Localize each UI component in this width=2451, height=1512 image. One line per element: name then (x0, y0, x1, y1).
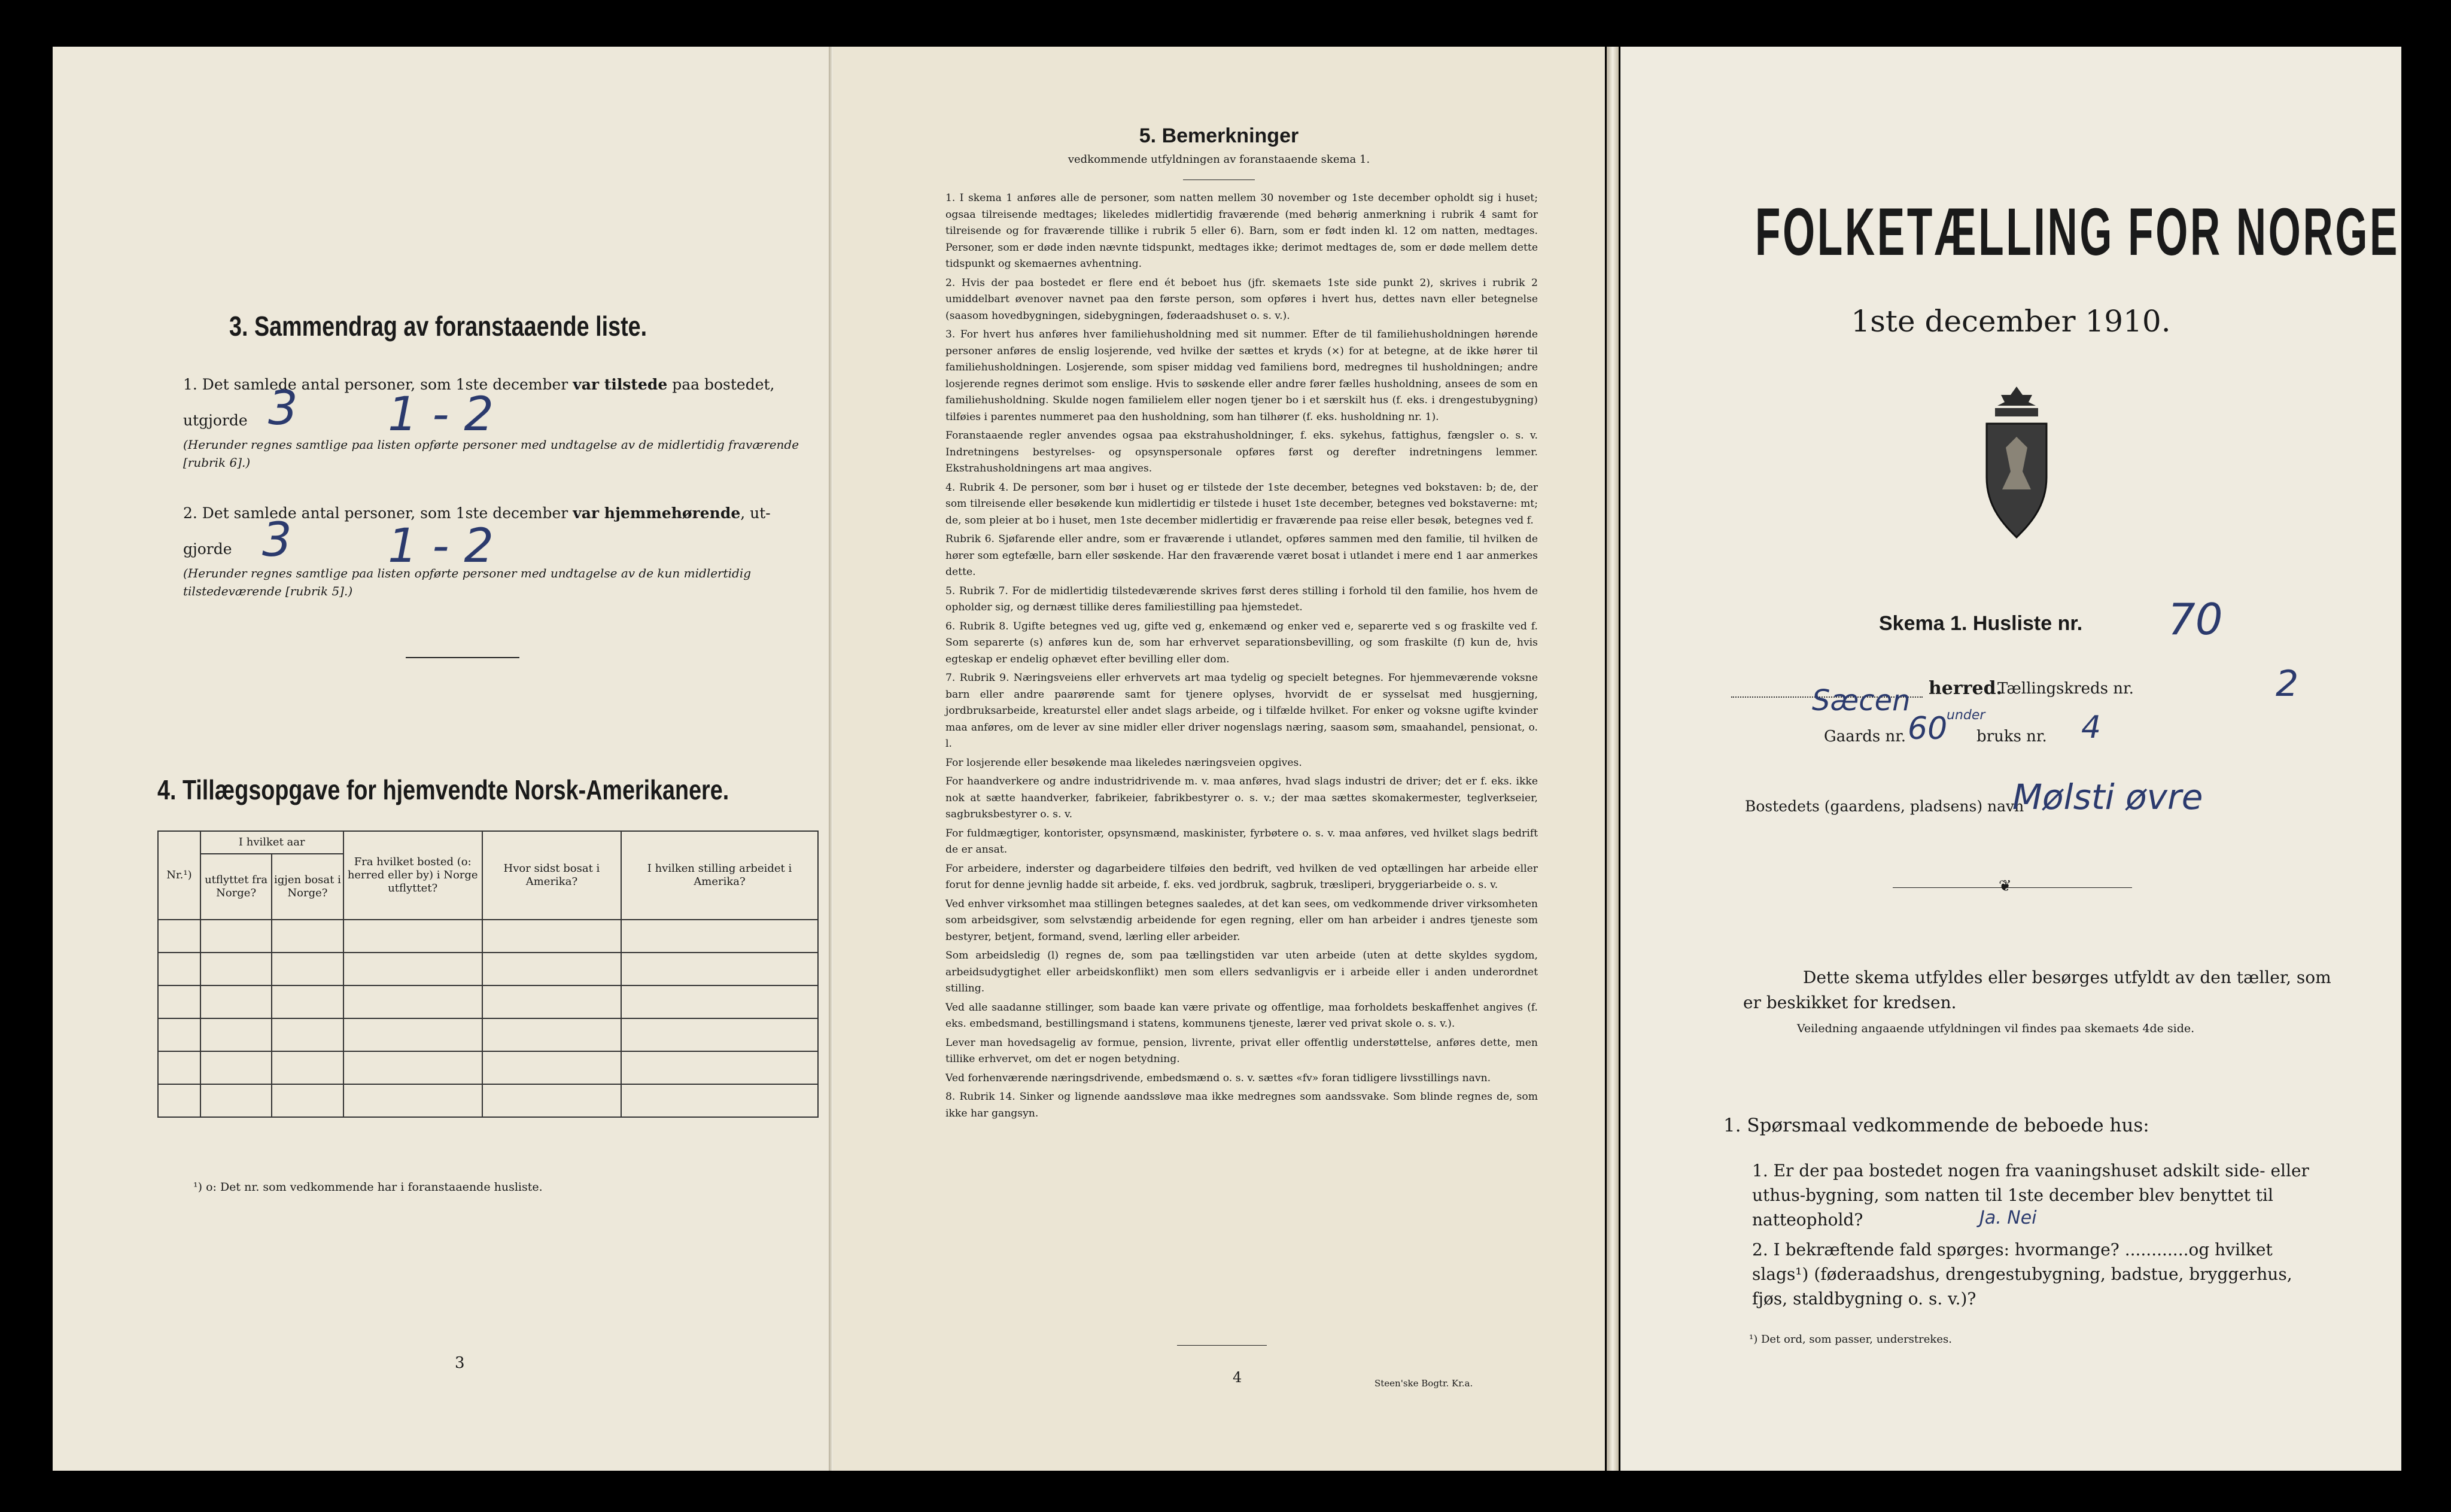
remark-paragraph: 5. Rubrik 7. For de midlertidig tilstedeværende skrives først deres stilling i forhold til den familie, hos hvem de opholder sig, og dernæst tillike deres familiestilling paa hjemstedet. (945, 585, 1538, 613)
th-stilling: I hvilken stilling arbeidet i Amerika? (621, 831, 818, 920)
th-nr: Nr.¹) (158, 831, 200, 920)
item-1: 1. Det samlede antal personer, som 1ste december var tilstede paa bostedet, (183, 376, 775, 393)
page-fold-right (1607, 47, 1619, 1471)
bosted-label: Bostedets (gaardens, pladsens) navn (1745, 798, 2024, 815)
remark-paragraph: 4. Rubrik 4. De personer, som bør i huset og er tilstede der 1ste december, betegnes ved bokstaven: b; de, der som tilreisende eller besøkende kun midlertidig er tilstede i huset 1ste december, betegnes ved bokstaverne: mt; de, som pleier at bo i huset, men 1ste december midlertidig er fraværende paa reise eller besøk, betegnes ved f. (945, 481, 1538, 527)
section-3-title: 3. Sammendrag av foranstaaende liste. (229, 311, 647, 342)
remarks-body (945, 190, 1538, 1124)
remark-paragraph: Ved alle saadanne stillinger, som baade kan være private og offentlige, maa forholdets beskaffenhet angives (f. eks. embedsmand, bestillingsmand i statens, kommunens tjeneste, lærer ved privat skole o. s. v.). (945, 1001, 1538, 1030)
remark-paragraph: Som arbeidsledig (l) regnes de, som paa tællingstiden var uten arbeide (uten at dette skyldes sygdom, arbeidsudygtighet eller arbeidskonflikt) men som ellers sedvanligvis er i arbeide eller i anden underordnet stilling. (945, 950, 1538, 994)
question-1-2: 2. I bekræftende fald spørges: hvormange? ............og hvilket slags¹) (føderaadshus, drengestubygning, badstue, bryggerhus, fjøs, staldbygning o. s. v.)? (1752, 1240, 2292, 1309)
under-value: under (1947, 708, 1985, 723)
herred-label: herred. (1929, 678, 2003, 699)
question-1-title: 1. Spørsmaal vedkommende de beboede hus: (1723, 1115, 2149, 1136)
intro-text: Dette skema utfyldes eller besørges utfyldt av den tæller, som er beskikket for kredsen. (1743, 968, 2331, 1012)
remarks-title: 5. Bemerkninger (1139, 124, 1299, 147)
remark-paragraph: 1. I skema 1 anføres alle de personer, som natten mellem 30 november og 1ste december opholdt sig i huset; ogsaa tilreisende medtages; likeledes midlertidig fraværende (med behørig anmerkning i rubrik 4 samt for tilreisende og for fraværende tillike i rubrik 5 eller 6). Barn, som er født inden kl. 12 om natten, medtages. Personer, som er døde inden nævnte tidspunkt, medtages ikke; derimot medtages de, som er døde mellem dette tidspunkt og skemaernes avhentning. (945, 192, 1538, 270)
th-year-group: I hvilket aar (200, 831, 343, 854)
page-1-footnote: ¹) Det ord, som passer, understrekes. (1749, 1333, 1952, 1346)
th-fra: Fra hvilket bosted (o: herred eller by) i Norge utflyttet? (343, 831, 482, 920)
page-1 (1620, 47, 2401, 1471)
item-2: 2. Det samlede antal personer, som 1ste december var hjemmehørende, ut- (183, 504, 771, 522)
remark-paragraph: Ved enhver virksomhet maa stillingen betegnes saaledes, at det kan sees, om vedkommende driver virksomheten som arbeidsgiver, som selvstændig arbeidende for egen regning, eller om han arbeider i andres tjeneste som bestyrer, betjent, formand, svend, lærling eller arbeider. (945, 898, 1538, 943)
remark-paragraph: 7. Rubrik 9. Næringsveiens eller erhvervets art maa tydelig og specielt betegnes. For hjemmeværende voksne barn eller andre paarørende samt for tjenere oplyses, hvorvidt de er sysselsat med husgjerning, jordbruksarbeide, kreaturstel eller andet slags arbeide, og i tilfælde hvilket. For enker og voksne ugifte kvinder maa anføres, om de lever av sine midler eller driver nogenslags næring, saasom søm, smaahandel, pensionat, o. l. (945, 672, 1538, 750)
remark-paragraph: Foranstaaende regler anvendes ogsaa paa ekstrahusholdninger, f. eks. sykehus, fattighus, fængsler o. s. v. Indretningens bestyrelses- og opsynspersonale opføres først og derefter indretningens lemmer. Ekstrahusholdningens art maa angives. (945, 430, 1538, 474)
page-number-4: 4 (1233, 1369, 1242, 1386)
item-1-note: (Herunder regnes samtlige paa listen opførte personer med undtagelse av de midlertidig fraværende [rubrik 6].) (183, 437, 799, 470)
norsk-amerikanere-table (157, 830, 819, 1118)
divider (406, 657, 519, 658)
table-footnote: ¹) o: Det nr. som vedkommende har i foranstaaende husliste. (193, 1181, 543, 1194)
page-3 (53, 47, 831, 1471)
remark-paragraph: For fuldmægtiger, kontorister, opsynsmænd, maskinister, fyrbøtere o. s. v. maa anføres, ved hvilket slags bedrift de er ansat. (945, 827, 1538, 856)
section-4-title: 4. Tillægsopgave for hjemvendte Norsk-Amerikanere. (157, 774, 729, 805)
ornament-icon: ❦ (1999, 877, 2012, 895)
remark-paragraph: Ved forhenværende næringsdrivende, embedsmænd o. s. v. sættes «fv» foran tidligere livsstillings navn. (945, 1072, 1491, 1084)
remark-paragraph: Rubrik 6. Sjøfarende eller andre, som er fraværende i utlandet, opføres sammen med den familie, til hvilken de hører som egtefælle, barn eller søskende. Har den fraværende været bosat i utlandet i mere end 1 aar anmerkes dette. (945, 533, 1538, 578)
item-2-note: (Herunder regnes samtlige paa listen opførte personer med undtagelse av de kun midlertidig tilstedeværende [rubrik 5].) (183, 566, 752, 598)
gaards-value: 60 (1908, 711, 1948, 747)
remark-paragraph: 2. Hvis der paa bostedet er flere end ét beboet hus (jfr. skemaets 1ste side punkt 2), skrives i rubrik 2 umiddelbart øvenover navnet paa den første person, som opføres i hvert hus, dettes navn eller betegnelse (saasom hovedbygningen, sidebygningen, føderaadshuset o. s. v.). (945, 276, 1538, 322)
census-date: 1ste december 1910. (1851, 304, 2171, 339)
bottom-divider (1177, 1345, 1267, 1346)
bruks-value: 4 (2081, 710, 2102, 746)
item-2-handwritten-count: 3 (262, 513, 292, 567)
veiledning-text: Veiledning angaaende utfyldningen vil findes paa skemaets 4de side. (1797, 1022, 2195, 1035)
remark-paragraph: For losjerende eller besøkende maa likeledes næringsveien opgives. (945, 756, 1302, 769)
item-2-handwritten-range: 1 - 2 (388, 519, 494, 573)
remark-paragraph: 8. Rubrik 14. Sinker og lignende aandssløve maa ikke medregnes som aandssvake. Som blinde regnes de, som ikke har gangsyn. (945, 1091, 1538, 1119)
remark-paragraph: 6. Rubrik 8. Ugifte betegnes ved ug, gifte ved g, enkemænd og enker ved e, separerte ved s og fraskilte ved f. Som separerte (s) anføres kun de, som har erhvervet separationsbevilling, og som fraskilte (f) kun de, hvis egteskap er endelig ophævet efter bevilling eller dom. (945, 620, 1538, 665)
remark-paragraph: Lever man hovedsagelig av formue, pension, livrente, privat eller offentlig understøttelse, anføres dette, men tillike erhvervet, om det er nogen betydning. (945, 1036, 1538, 1065)
herred-value: Sæcen (1812, 684, 1911, 717)
item-2-gjorde: gjorde (183, 540, 232, 558)
remark-paragraph: For haandverkere og andre industridrivende m. v. maa anføres, hvad slags industri de driver; det er f. eks. ikke nok at sætte haandverker, fabrikeier, fabrikbestyrer o. s. v.; der maa sættes skomakermester, teglverkseier, sagbruksbestyrer o. s. v. (945, 775, 1538, 820)
page-number-3: 3 (455, 1354, 465, 1372)
skema-label: Skema 1. Husliste nr. (1879, 612, 2083, 635)
printer-mark: Steen'ske Bogtr. Kr.a. (1374, 1378, 1473, 1389)
bosted-value: Mølsti øvre (2012, 777, 2203, 817)
main-title: FOLKETÆLLING FOR NORGE (1755, 194, 2400, 269)
item-1-handwritten-count: 3 (268, 382, 298, 436)
husliste-nr-value: 70 (2168, 594, 2223, 644)
question-1-1: 1. Er der paa bostedet nogen fra vaaningshuset adskilt side- eller uthus-bygning, som natten til 1ste december blev benyttet til natteophold? (1752, 1161, 2309, 1230)
gaards-label: Gaards nr. (1824, 728, 1906, 746)
kreds-label: Tællingskreds nr. (1997, 680, 2134, 698)
kreds-value: 2 (2276, 663, 2299, 705)
page-4 (833, 47, 1605, 1471)
item-1-handwritten-range: 1 - 2 (388, 388, 494, 442)
ornament-line (1893, 887, 2132, 888)
th-utflyttet: utflyttet fra Norge? (200, 854, 272, 920)
remark-paragraph: For arbeidere, inderster og dagarbeidere tilføies den bedrift, ved hvilken de ved optællingen har arbeide eller forut for denne jevnlig hadde sit arbeide, f. eks. ved jordbruk, sagbruk, træsliperi, bryggeriarbeide o. s. v. (945, 862, 1538, 891)
item-1-utgjorde: utgjorde (183, 412, 248, 429)
remark-paragraph: 3. For hvert hus anføres hver familiehusholdning med sit nummer. Efter de til familiehusholdningen hørende personer anføres de enslig losjerende, ved hvilke der sættes et kryds (×) for at betegne, at de ikke hører til familiehusholdningen. Losjerende, som spiser middag ved familiens bord, medregnes til husholdningen; andre losjerende regnes derimot som enslige. Hvis to søskende eller andre fører fælles husholdning, ansees de som en familiehusholdning. Skulde nogen familielem eller nogen tjener bo i et særskilt hus (f. eks. i drengestubygning) tilføies i parentes nummeret paa den husholdning, som han tilhører (f. eks. husholdning nr. 1). (945, 328, 1538, 423)
remarks-subtitle: vedkommende utfyldningen av foranstaaende skema 1. (1068, 153, 1370, 166)
th-hvor: Hvor sidst bosat i Amerika? (482, 831, 621, 920)
question-1-1-answer: Ja. Nei (1979, 1207, 2037, 1228)
coat-of-arms-icon (1975, 382, 2058, 543)
bruks-label: bruks nr. (1976, 728, 2047, 746)
th-igjen: igjen bosat i Norge? (272, 854, 343, 920)
